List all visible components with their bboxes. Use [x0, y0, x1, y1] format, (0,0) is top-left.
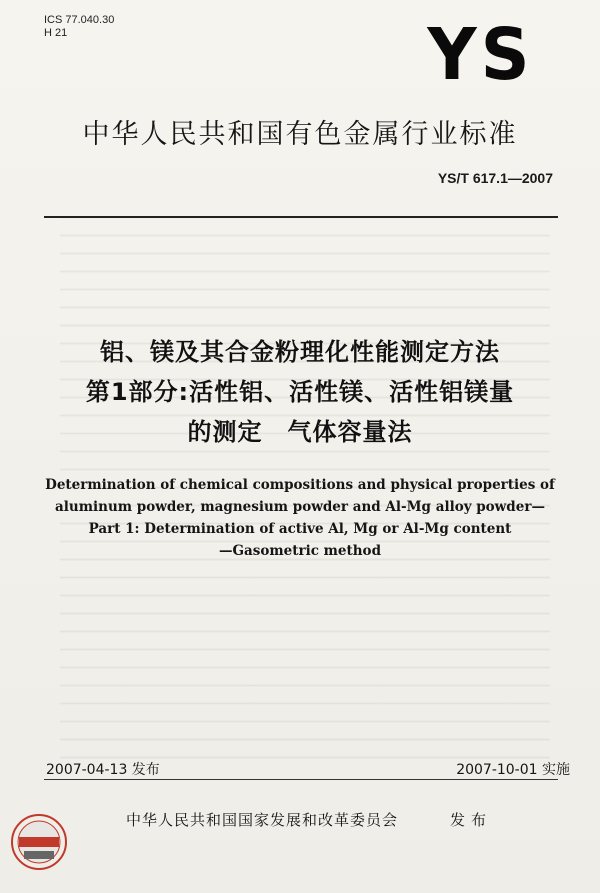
ys-logo: YS [427, 13, 534, 97]
issuing-authority: 中华人民共和国国家发展和改革委员会 [126, 811, 399, 829]
standard-number: YS/T 617.1—2007 [437, 170, 553, 186]
english-title [40, 474, 560, 562]
anti-counterfeit-seal-icon [10, 813, 68, 871]
english-title-line-3: Part 1: Determination of active Al, Mg or Al-Mg content [88, 521, 512, 537]
header-divider [44, 216, 558, 218]
chinese-title-line-2: 第1部分:活性铝、活性镁、活性铝镁量 [85, 378, 515, 406]
english-title-line-1: Determination of chemical compositions and physical properties of [45, 477, 555, 493]
issue-date: 2007-04-13 发布 [46, 762, 160, 778]
footer-divider [44, 779, 558, 780]
chinese-title-line-3: 的测定 气体容量法 [187, 418, 413, 446]
implementation-date: 2007-10-01 实施 [456, 762, 570, 778]
chinese-title-line-1: 铝、镁及其合金粉理化性能测定方法 [100, 338, 500, 366]
ics-code: ICS 77.040.30 [44, 14, 115, 26]
chinese-title [30, 332, 570, 452]
standard-category-title: 中华人民共和国有色金属行业标准 [82, 119, 518, 150]
english-title-line-4: —Gasometric method [218, 543, 382, 559]
publish-label: 发布 [450, 811, 493, 829]
english-title-line-2: aluminum powder, magnesium powder and Al-Mg alloy powder— [55, 499, 545, 515]
classification-code: H 21 [44, 27, 68, 39]
